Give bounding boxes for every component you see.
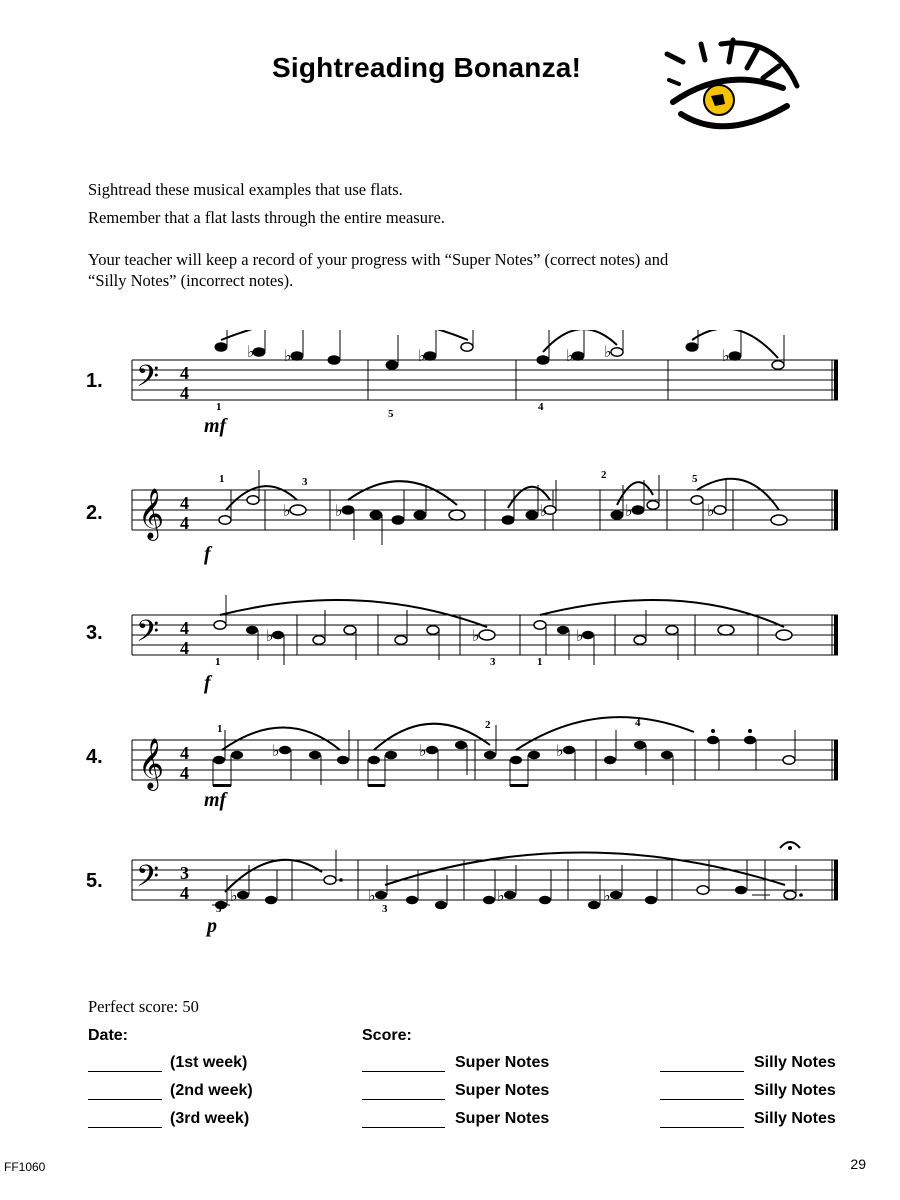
perfect-score: Perfect score: 50 (88, 997, 199, 1016)
fingering: 1 (537, 656, 543, 668)
time-top: 4 (180, 618, 189, 638)
svg-text:♭: ♭ (335, 501, 343, 520)
date-blank[interactable] (88, 1127, 162, 1128)
example-1-staff (0, 330, 900, 450)
silly-notes-blank[interactable] (660, 1071, 744, 1072)
dynamic: mf (204, 415, 227, 437)
fingering: 2 (601, 469, 607, 481)
svg-text:♭: ♭ (272, 741, 280, 760)
fingering: 5 (692, 473, 698, 485)
example-3-staff (0, 585, 900, 705)
treble-clef: 𝄞 (138, 738, 165, 789)
score-label: Score: (362, 1027, 412, 1044)
super-notes-label: Super Notes (455, 1054, 550, 1071)
footer-code: FF1060 (4, 1160, 46, 1174)
svg-text:♭: ♭ (707, 501, 715, 520)
eye-icon (655, 10, 805, 138)
super-notes-blank[interactable] (362, 1099, 445, 1100)
example-5-staff (0, 830, 900, 950)
svg-text:♭: ♭ (284, 346, 292, 365)
svg-text:♭: ♭ (266, 626, 274, 645)
svg-text:♭: ♭ (540, 501, 548, 520)
svg-text:♭: ♭ (566, 346, 574, 365)
example-5-number: 5. (86, 870, 103, 892)
example-1-number: 1. (86, 370, 103, 392)
dynamic: p (207, 915, 217, 937)
fingering: 4 (635, 717, 641, 729)
svg-text:♭: ♭ (603, 886, 611, 905)
fingering: 5 (388, 408, 394, 420)
example-3-number: 3. (86, 622, 103, 644)
fingering: 2 (485, 719, 491, 731)
silly-notes-label: Silly Notes (754, 1082, 836, 1099)
fingering: 5 (216, 903, 222, 915)
fingering: 1 (216, 401, 222, 413)
fingering: 3 (302, 476, 308, 488)
bass-clef: 𝄢 (136, 860, 160, 901)
svg-text:♭: ♭ (368, 886, 376, 905)
svg-text:♭: ♭ (247, 342, 255, 361)
svg-text:♭: ♭ (497, 886, 505, 905)
page-title: Sightreading Bonanza! (272, 52, 582, 83)
svg-text:♭: ♭ (418, 346, 426, 365)
bass-clef: 𝄢 (136, 615, 160, 656)
fingering: 4 (538, 401, 544, 413)
super-notes-blank[interactable] (362, 1071, 445, 1072)
svg-text:♭: ♭ (230, 886, 238, 905)
date-blank[interactable] (88, 1099, 162, 1100)
svg-text:♭: ♭ (604, 342, 612, 361)
example-4-staff (0, 710, 900, 830)
bass-clef: 𝄢 (136, 360, 160, 401)
silly-notes-blank[interactable] (660, 1127, 744, 1128)
fingering: 1 (217, 723, 223, 735)
svg-text:♭: ♭ (472, 626, 480, 645)
dynamic: f (204, 543, 211, 565)
fingering: 3 (382, 903, 388, 915)
time-bottom: 4 (180, 513, 189, 533)
silly-notes-label: Silly Notes (754, 1054, 836, 1071)
svg-text:♭: ♭ (625, 501, 633, 520)
svg-text:♭: ♭ (419, 741, 427, 760)
time-bottom: 4 (180, 883, 189, 903)
intro-line-4: “Silly Notes” (incorrect notes). (88, 271, 294, 290)
week-label: (2nd week) (170, 1082, 253, 1099)
example-2-number: 2. (86, 502, 103, 524)
fingering: 1 (215, 656, 221, 668)
svg-text:♭: ♭ (722, 346, 730, 365)
week-label: (1st week) (170, 1054, 248, 1071)
intro-line-2: Remember that a flat lasts through the entire measure. (88, 208, 445, 227)
time-top: 3 (180, 863, 189, 883)
super-notes-blank[interactable] (362, 1127, 445, 1128)
date-label: Date: (88, 1027, 129, 1044)
svg-text:♭: ♭ (576, 626, 584, 645)
time-top: 4 (180, 493, 189, 513)
super-notes-label: Super Notes (455, 1110, 550, 1127)
silly-notes-blank[interactable] (660, 1099, 744, 1100)
intro-line-3: Your teacher will keep a record of your progress with “Super Notes” (correct notes) and (88, 250, 669, 269)
intro-line-1: Sightread these musical examples that use flats. (88, 180, 403, 199)
page-number: 29 (850, 1156, 866, 1172)
time-top: 4 (180, 363, 189, 383)
time-bottom: 4 (180, 383, 189, 403)
dynamic: mf (204, 789, 227, 811)
date-blank[interactable] (88, 1071, 162, 1072)
example-4-number: 4. (86, 746, 103, 768)
example-2-staff (0, 460, 900, 580)
fingering: 3 (490, 656, 496, 668)
silly-notes-label: Silly Notes (754, 1110, 836, 1127)
time-bottom: 4 (180, 638, 189, 658)
week-label: (3rd week) (170, 1110, 250, 1127)
super-notes-label: Super Notes (455, 1082, 550, 1099)
time-bottom: 4 (180, 763, 189, 783)
treble-clef: 𝄞 (138, 488, 165, 539)
fingering: 1 (219, 473, 225, 485)
dynamic: f (204, 672, 211, 694)
time-top: 4 (180, 743, 189, 763)
svg-text:♭: ♭ (556, 741, 564, 760)
svg-text:♭: ♭ (283, 501, 291, 520)
